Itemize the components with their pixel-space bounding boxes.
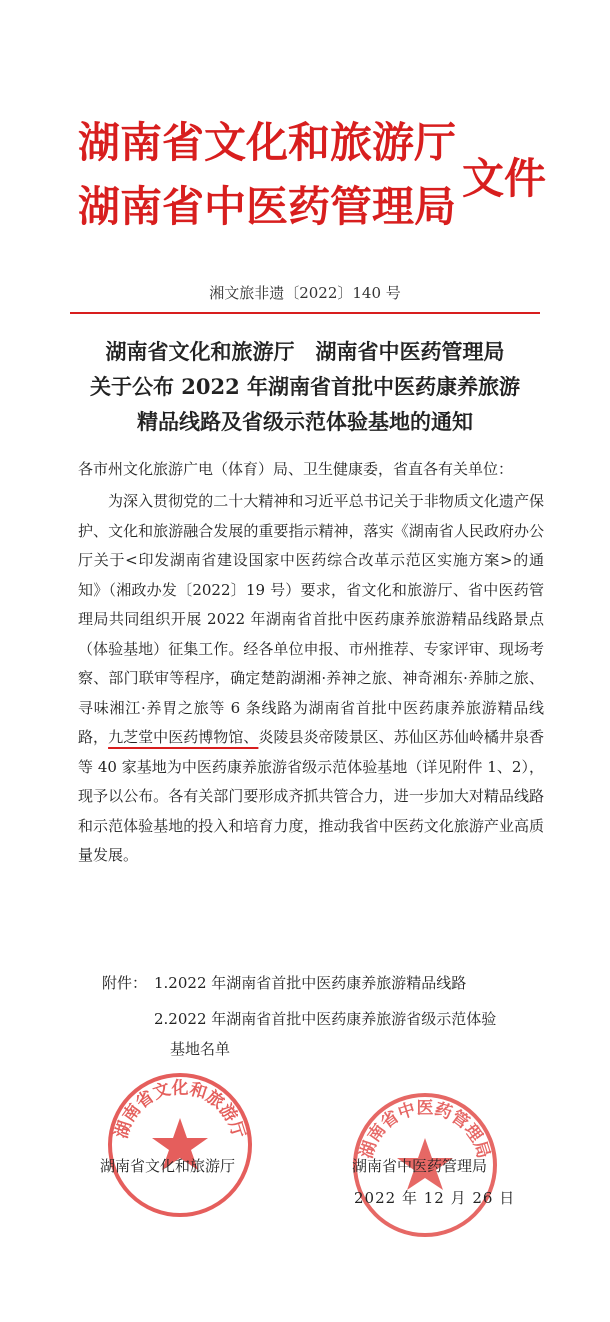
header-org-2: 湖南省中医药管理局 — [78, 182, 457, 231]
title-line-1: 湖南省文化和旅游厅 湖南省中医药管理局 — [105, 339, 505, 364]
signature-date: 2022 年 12 月 26 日 — [354, 1189, 516, 1207]
signature-left-org: 湖南省文化和旅游厅 — [100, 1157, 236, 1175]
seal-left-icon — [105, 1070, 255, 1220]
header-org-1: 湖南省文化和旅游厅 — [78, 118, 457, 167]
attachments-label: 附件： — [102, 974, 148, 992]
red-divider — [70, 312, 540, 314]
signature-right-org: 湖南省中医药管理局 — [352, 1157, 488, 1175]
body-text-2: 炎陵县炎帝陵景区、苏仙区苏仙岭橘井泉香等 40 家基地为中医药康养旅游省级示范体验基地（详见附件 1、2），现予以公布。各有关部门要形成齐抓共管合力，进一步加大对精品线路和示范体验基地的投入和培育力度，推动我省中医药文化旅游产业高质量发展。 — [78, 728, 544, 864]
attachment-item-1: 1.2022 年湖南省首批中医药康养旅游精品线路 — [154, 974, 467, 992]
title-line-2: 关于公布 2022 年湖南省首批中医药康养旅游 — [89, 374, 521, 399]
attachment-item-2: 2.2022 年湖南省首批中医药康养旅游省级示范体验 — [154, 1010, 497, 1028]
body-text-1: 为深入贯彻党的二十大精神和习近平总书记关于非物质文化遗产保护、文化和旅游融合发展的重要指示精神，落实《湖南省人民政府办公厅关于<印发湖南省建设国家中医药综合改革示范区实施方案>的通知》（湘政办发〔2022〕19 号）要求，省文化和旅游厅、省中医药管理局共同组织开展 2022 年湖南省首批中医药康养旅游精品线路景点（体验基地）征集工作。经各单位申报、市州推荐、专家评审、现场考察、部门联审等程序，确定楚韵湖湘·养神之旅、神奇湘东·养肺之旅、寻味湘江·养胃之旅等 6 条线路为湖南省首批中医药康养旅游精品线路， — [78, 492, 544, 746]
salutation: 各市州文化旅游广电（体育）局、卫生健康委，省直各有关单位： — [78, 460, 514, 478]
body-highlight: 九芝堂中医药博物馆、 — [108, 728, 259, 746]
seal-left-text: 湖南省文化和旅游厅 — [111, 1078, 249, 1141]
title-line-3: 精品线路及省级示范体验基地的通知 — [137, 409, 473, 434]
attachment-item-2-cont: 基地名单 — [170, 1040, 231, 1058]
seal-right-text: 湖南省中医药管理局 — [356, 1098, 494, 1161]
header-doc-type: 文件 — [462, 154, 547, 203]
doc-number: 湘文旅非遗〔2022〕140 号 — [209, 284, 401, 302]
body-paragraph — [78, 487, 544, 871]
